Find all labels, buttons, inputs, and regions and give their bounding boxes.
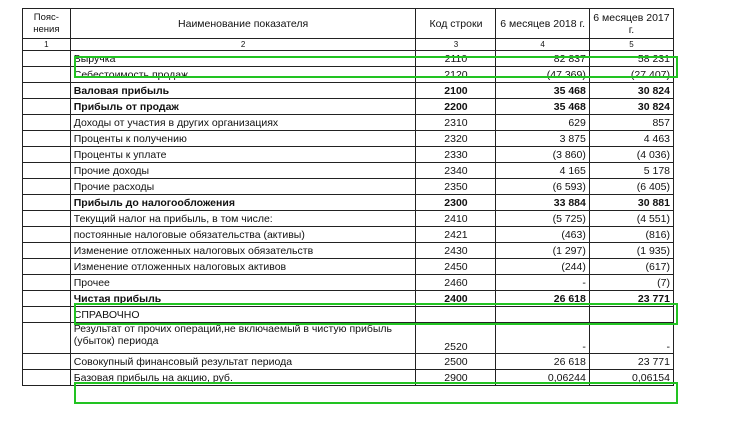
row-value-2017: (617) — [589, 259, 673, 275]
header-period-2018: 6 месяцев 2018 г. — [496, 9, 589, 39]
column-number: 2 — [70, 39, 416, 51]
row-name: Изменение отложенных налоговых обязательств — [70, 243, 416, 259]
row-name: постоянные налоговые обязательства (активы) — [70, 227, 416, 243]
header-code: Код строки — [416, 9, 496, 39]
row-revenue — [23, 51, 674, 67]
row-value-2017: 23 771 — [589, 291, 673, 307]
row-code: 2120 — [416, 67, 496, 83]
row-name: Прочее — [70, 275, 416, 291]
row-value-2017: - — [589, 323, 673, 354]
row-code: 2300 — [416, 195, 496, 211]
row-name: Проценты к уплате — [70, 147, 416, 163]
row-value-2018: (244) — [496, 259, 589, 275]
row-current-income-tax — [23, 211, 674, 227]
row-name: Результат от прочих операций,не включаемый в чистую прибыль (убыток) периода — [70, 323, 416, 354]
row-value-2018: (47 369) — [496, 67, 589, 83]
row-value-2017: 30 881 — [589, 195, 673, 211]
row-value-2017: (1 935) — [589, 243, 673, 259]
row-value-2017: (27 407) — [589, 67, 673, 83]
row-other-operations-result — [23, 323, 674, 354]
row-value-2017: (6 405) — [589, 179, 673, 195]
row-value-2018: 35 468 — [496, 83, 589, 99]
row-code: 2400 — [416, 291, 496, 307]
row-deferred-tax-assets-change — [23, 259, 674, 275]
row-code: 2330 — [416, 147, 496, 163]
row-value-2018: 3 875 — [496, 131, 589, 147]
row-other-income — [23, 163, 674, 179]
row-name: Выручка — [70, 51, 416, 67]
row-value-2017: (816) — [589, 227, 673, 243]
row-value-2017: 30 824 — [589, 99, 673, 115]
row-value-2017: (4 036) — [589, 147, 673, 163]
row-value-2017: 30 824 — [589, 83, 673, 99]
column-number: 4 — [496, 39, 589, 51]
row-other — [23, 275, 674, 291]
row-code: 2100 — [416, 83, 496, 99]
row-name: Чистая прибыль — [70, 291, 416, 307]
row-code: 2350 — [416, 179, 496, 195]
row-value-2018: 4 165 — [496, 163, 589, 179]
row-gross-profit — [23, 83, 674, 99]
row-value-2017: 5 178 — [589, 163, 673, 179]
row-reference-heading — [23, 307, 674, 323]
row-code: 2900 — [416, 370, 496, 386]
row-basic-eps — [23, 370, 674, 386]
header-notes: Пояс-нения — [23, 9, 71, 39]
row-value-2018: 35 468 — [496, 99, 589, 115]
row-code: 2450 — [416, 259, 496, 275]
row-value-2017: (7) — [589, 275, 673, 291]
column-number: 3 — [416, 39, 496, 51]
row-value-2017: 0,06154 — [589, 370, 673, 386]
row-code: 2310 — [416, 115, 496, 131]
row-name: Себестоимость продаж — [70, 67, 416, 83]
row-value-2018: 629 — [496, 115, 589, 131]
row-total-comprehensive-result — [23, 354, 674, 370]
row-value-2017: 857 — [589, 115, 673, 131]
row-value-2018: (463) — [496, 227, 589, 243]
row-value-2018: 33 884 — [496, 195, 589, 211]
row-operating-profit — [23, 99, 674, 115]
row-value-2018: 26 618 — [496, 354, 589, 370]
row-permanent-tax-liabilities — [23, 227, 674, 243]
row-code: 2430 — [416, 243, 496, 259]
row-value-2017: 23 771 — [589, 354, 673, 370]
row-value-2018: 82 837 — [496, 51, 589, 67]
row-net-profit — [23, 291, 674, 307]
row-name: Прочие доходы — [70, 163, 416, 179]
row-value-2017: 58 231 — [589, 51, 673, 67]
row-profit-before-tax — [23, 195, 674, 211]
row-value-2018: - — [496, 275, 589, 291]
row-value-2018: (3 860) — [496, 147, 589, 163]
income-statement — [22, 8, 674, 386]
table-header — [23, 9, 674, 39]
row-name: СПРАВОЧНО — [70, 307, 416, 323]
row-name: Прибыль от продаж — [70, 99, 416, 115]
row-name: Совокупный финансовый результат периода — [70, 354, 416, 370]
row-other-expenses — [23, 179, 674, 195]
row-name: Прочие расходы — [70, 179, 416, 195]
column-number: 1 — [23, 39, 71, 51]
header-period-2017: 6 месяцев 2017 г. — [589, 9, 673, 39]
row-value-2017: 4 463 — [589, 131, 673, 147]
row-name: Изменение отложенных налоговых активов — [70, 259, 416, 275]
row-code: 2520 — [416, 323, 496, 354]
column-number-row — [23, 39, 674, 51]
row-name: Базовая прибыль на акцию, руб. — [70, 370, 416, 386]
header-indicator: Наименование показателя — [70, 9, 416, 39]
income-statement-table — [22, 8, 674, 386]
row-name: Валовая прибыль — [70, 83, 416, 99]
row-code: 2320 — [416, 131, 496, 147]
row-code: 2410 — [416, 211, 496, 227]
row-interest-payable — [23, 147, 674, 163]
row-name: Прибыль до налогообложения — [70, 195, 416, 211]
row-code: 2421 — [416, 227, 496, 243]
row-participation-income — [23, 115, 674, 131]
row-value-2017: (4 551) — [589, 211, 673, 227]
column-number: 5 — [589, 39, 673, 51]
row-name: Проценты к получению — [70, 131, 416, 147]
row-code: 2500 — [416, 354, 496, 370]
row-cost-of-sales — [23, 67, 674, 83]
row-value-2018: (5 725) — [496, 211, 589, 227]
row-value-2018: (1 297) — [496, 243, 589, 259]
row-interest-receivable — [23, 131, 674, 147]
row-code: 2200 — [416, 99, 496, 115]
row-deferred-tax-liabilities-change — [23, 243, 674, 259]
row-code: 2110 — [416, 51, 496, 67]
row-value-2018: 26 618 — [496, 291, 589, 307]
row-value-2018: (6 593) — [496, 179, 589, 195]
row-code: 2460 — [416, 275, 496, 291]
row-value-2018: 0,06244 — [496, 370, 589, 386]
row-value-2018: - — [496, 323, 589, 354]
row-name: Доходы от участия в других организациях — [70, 115, 416, 131]
row-name: Текущий налог на прибыль, в том числе: — [70, 211, 416, 227]
row-code: 2340 — [416, 163, 496, 179]
